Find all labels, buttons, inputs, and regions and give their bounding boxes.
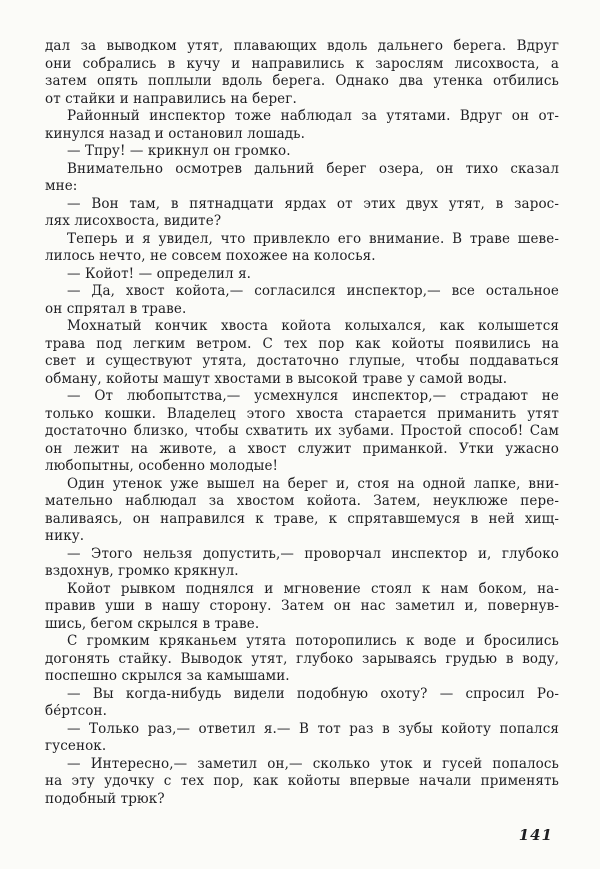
text-line: на эту удочку с тех пор, как койоты впервые начали применять [45,773,559,789]
text-line: нику. [45,528,85,544]
text-line: обману, койоты машут хвостами в высокой траве у самой воды. [45,370,508,387]
page-number: 141 [518,826,553,844]
page-text [45,38,559,808]
text-line: дал за выводком утят, плавающих вдоль дальнего берега. Вдруг [45,38,559,54]
text-line: — Этого нельзя допустить,— проворчал инспектор и, глубоко [67,545,559,562]
text-line: Теперь и я увидел, что привлекло его внимание. В траве шеве- [67,230,559,247]
text-line: — Вы когда-нибудь видели подобную охоту? — спросил Ро- [67,685,559,702]
text-line: кинулся назад и остановил лошадь. [45,125,306,142]
text-line: от стайки и направились на берег. [45,90,297,107]
text-line: — Тпру! — крикнул он громко. [67,143,291,159]
text-line: догонять стайку. Выводок утят, глубоко зарываясь грудью в воду, [45,650,559,667]
text-line: затем опять поплыли вдоль берега. Однако два утенка отбились [45,73,559,89]
text-line: они собрались в кучу и направились к зарослям лисохвоста, а [45,55,559,72]
text-line: поспешно скрылся за камышами. [45,668,290,684]
text-line: он лежит на животе, а хвост служит приманкой. Утки ужасно [45,440,559,457]
text-line: Койот рывком поднялся и мгновение стоял к нам боком, на- [67,580,559,597]
text-line: Мохнатый кончик хвоста койота колыхался, как колышется [67,318,559,334]
text-line: Внимательно осмотрев дальний берег озера, он тихо сказал [67,160,559,177]
text-line: — Только раз,— ответил я.— В тот раз в зубы койоту попался [67,720,559,737]
text-line: бе́ртсон. [45,703,108,719]
text-line: гусенок. [45,738,107,754]
text-line: — Вон там, в пятнадцати ярдах от этих двух утят, в зарос- [67,195,559,212]
text-line: подобный трюк? [45,790,165,807]
text-line: валиваясь, он направился к траве, к спрятавшемуся в ней хищ- [45,510,559,527]
text-line: С громким кряканьем утята поторопились к воде и бросились [67,633,559,649]
text-line: мательно наблюдал за хвостом койота. Затем, неуклюже пере- [45,493,559,509]
text-line: достаточно близко, чтобы схватить их зубами. Простой способ! Сам [45,423,559,439]
text-line: — От любопытства,— усмехнулся инспектор,— страдают не [67,388,559,404]
text-line: Районный инспектор тоже наблюдал за утятами. Вдруг он от- [67,108,559,124]
text-line: любопытны, особенно молодые! [45,458,279,474]
text-line: шись, бегом скрылся в траве. [45,615,260,632]
text-line: Один утенок уже вышел на берег и, стоя на одной лапке, вни- [67,475,559,492]
text-line: — Койот! — определил я. [67,265,252,282]
text-line: вздохнув, громко крякнул. [45,563,239,579]
text-line: — Да, хвост койота,— согласился инспектор,— все остальное [67,283,559,299]
text-line: он спрятал в траве. [45,300,187,317]
text-line: лилось нечто, не совсем похожее на колосья. [45,248,376,264]
text-line: правив уши в нашу сторону. Затем он нас заметил и, повернув- [45,598,559,614]
text-line: мне: [45,178,78,194]
text-line: — Интересно,— заметил он,— сколько уток и гусей попалось [67,755,559,772]
text-line: лях лисохвоста, видите? [45,213,222,229]
text-line: только кошки. Владелец этого хвоста старается приманить утят [45,405,559,422]
text-line: трава под легким ветром. С тех пор как койоты появились на [45,335,559,352]
text-line: свет и существуют утята, достаточно глупые, чтобы поддаваться [45,353,559,369]
